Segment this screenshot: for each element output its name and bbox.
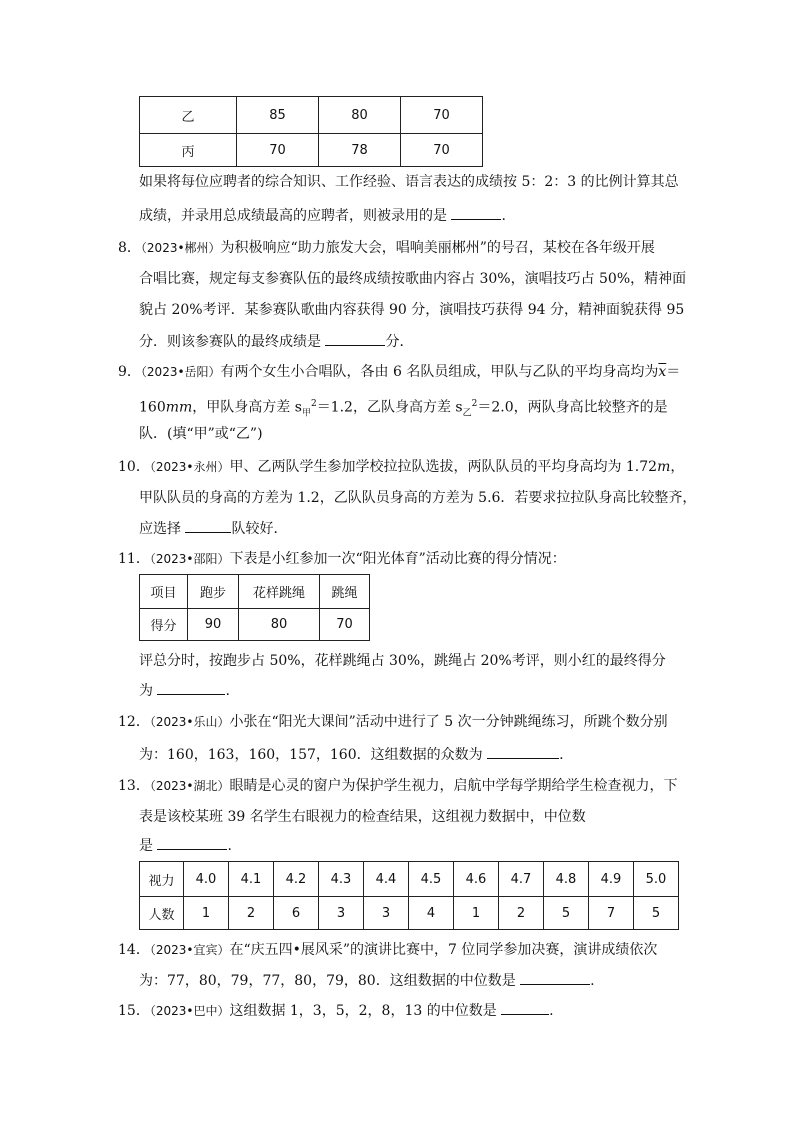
- q10-text-line2: 甲队队员的身高的方差为 1.2，乙队队员身高的方差为 5.6．若要求拉拉队身高比较整齐，: [139, 490, 697, 506]
- answer-blank[interactable]: [157, 835, 227, 850]
- table-cell: 3: [319, 897, 364, 930]
- question-11: 11．（2023•邵阳）下表是小红参加一次“阳光体育”活动比赛的得分情况：: [118, 551, 566, 567]
- question-13: 13．（2023•湖北）眼睛是心灵的窗户为保护学生视力，启航中学每学期给学生检查视力，下: [118, 778, 678, 794]
- question-8: 8．（2023•郴州）为积极响应“助力旅发大会，唱响美丽郴州”的号召，某校在各年级开展: [118, 240, 655, 256]
- table-cell: 4.8: [544, 862, 589, 897]
- table-cell: 跑步: [188, 575, 239, 609]
- q13-text-line3: 是 .: [139, 835, 232, 856]
- question-9: 9．（2023•岳阳）有两个女生小合唱队，各由 6 名队员组成，甲队与乙队的平均身高均为$\overline{x}=$: [118, 364, 681, 380]
- q7-text-line1: 如果将每位应聘者的综合知识、工作经验、语言表达的成绩按 5：2：3 的比例计算其总: [139, 174, 679, 190]
- q12-text-line2: 为：160，163，160，157，160．这组数据的众数为 .: [139, 744, 564, 765]
- table-cell: 78: [319, 134, 401, 167]
- table-cell: 70: [401, 97, 483, 134]
- question-12: 12．（2023•乐山）小张在“阳光大课间”活动中进行了 5 次一分钟跳绳练习，所跳个数分别: [118, 714, 668, 730]
- table-cell: 70: [237, 134, 319, 167]
- table-cell: 1: [184, 897, 229, 930]
- q9-text-line3: 队．(填“甲”或“乙”): [139, 426, 263, 442]
- q11-text-line2: 评总分时，按跑步占 50%，花样跳绳占 30%，跳绳占 20%考评，则小红的最终得分: [139, 653, 666, 669]
- table-cell: 4.9: [589, 862, 634, 897]
- table-cell: 跳绳: [320, 575, 370, 609]
- q14-text-line2: 为：77，80，79，77，80，79，80．这组数据的中位数是 .: [139, 970, 595, 991]
- table-cell: 4.6: [454, 862, 499, 897]
- table-cell: 丙: [140, 134, 237, 167]
- answer-blank[interactable]: [501, 1000, 549, 1015]
- q8-text-line4: 分．则该参赛队的最终成绩是 分．: [139, 331, 413, 352]
- table-cell: 4.7: [499, 862, 544, 897]
- answer-blank[interactable]: [520, 970, 590, 985]
- q9-text-line2: 160mm，甲队身高方差 $s_甲^2=1.2$，乙队身高方差 $s_乙^2=2.0$，两队身高比较整齐的是: [139, 399, 668, 419]
- table-cell: 项目: [140, 575, 188, 609]
- table-cell: 80: [239, 609, 320, 641]
- table-cell: 4.4: [364, 862, 409, 897]
- table-cell: 4: [409, 897, 454, 930]
- table-cell: 1: [454, 897, 499, 930]
- table-cell: 4.0: [184, 862, 229, 897]
- table-cell: 7: [589, 897, 634, 930]
- score-table-applicants: [139, 96, 483, 167]
- vision-table: [139, 861, 679, 930]
- table-cell: 70: [401, 134, 483, 167]
- table-cell: 花样跳绳: [239, 575, 320, 609]
- answer-blank[interactable]: [325, 331, 385, 346]
- table-cell: 2: [499, 897, 544, 930]
- table-cell: 80: [319, 97, 401, 134]
- q11-text-line3: 为 .: [139, 680, 230, 701]
- x-bar-symbol: $\overline{x}$: [658, 364, 667, 380]
- q10-text-line3: 应选择 队较好．: [139, 518, 287, 539]
- table-cell: 4.3: [319, 862, 364, 897]
- question-15: 15．（2023•巴中）这组数据 1，3，5，2，8，13 的中位数是 .: [118, 1000, 554, 1021]
- question-14: 14．（2023•宜宾）在“庆五四•展风采”的演讲比赛中，7 位同学参加决赛，演讲成绩依次: [118, 942, 658, 958]
- answer-blank[interactable]: [487, 744, 559, 759]
- table-cell: 得分: [140, 609, 188, 641]
- table-cell: 人数: [140, 897, 184, 930]
- q8-text-line2: 合唱比赛，规定每支参赛队伍的最终成绩按歌曲内容占 30%，演唱技巧占 50%，精神面: [139, 271, 687, 287]
- q8-text-line3: 貌占 20%考评．某参赛队歌曲内容获得 90 分，演唱技巧获得 94 分，精神面貌获得 95: [139, 302, 685, 318]
- answer-blank[interactable]: [451, 205, 501, 220]
- table-cell: 4.1: [229, 862, 274, 897]
- table-cell: 4.2: [274, 862, 319, 897]
- q13-text-line2: 表是该校某班 39 名学生右眼视力的检查结果，这组视力数据中，中位数: [139, 809, 586, 825]
- table-cell: 2: [229, 897, 274, 930]
- q7-text-line2: 成绩，并录用总成绩最高的应聘者，则被录用的是 .: [139, 205, 506, 226]
- table-cell: 4.5: [409, 862, 454, 897]
- table-cell: 3: [364, 897, 409, 930]
- table-cell: 视力: [140, 862, 184, 897]
- table-cell: 6: [274, 897, 319, 930]
- table-cell: 乙: [140, 97, 237, 134]
- table-cell: 5: [634, 897, 679, 930]
- table-cell: 70: [320, 609, 370, 641]
- score-table-xiaohong: [139, 574, 370, 641]
- question-10: 10．（2023•永州）甲、乙两队学生参加学校拉拉队选拔，两队队员的平均身高均为 1.72m，: [118, 459, 685, 475]
- table-cell: 90: [188, 609, 239, 641]
- answer-blank[interactable]: [185, 518, 231, 533]
- table-cell: 5: [544, 897, 589, 930]
- answer-blank[interactable]: [157, 680, 225, 695]
- table-cell: 85: [237, 97, 319, 134]
- table-cell: 5.0: [634, 862, 679, 897]
